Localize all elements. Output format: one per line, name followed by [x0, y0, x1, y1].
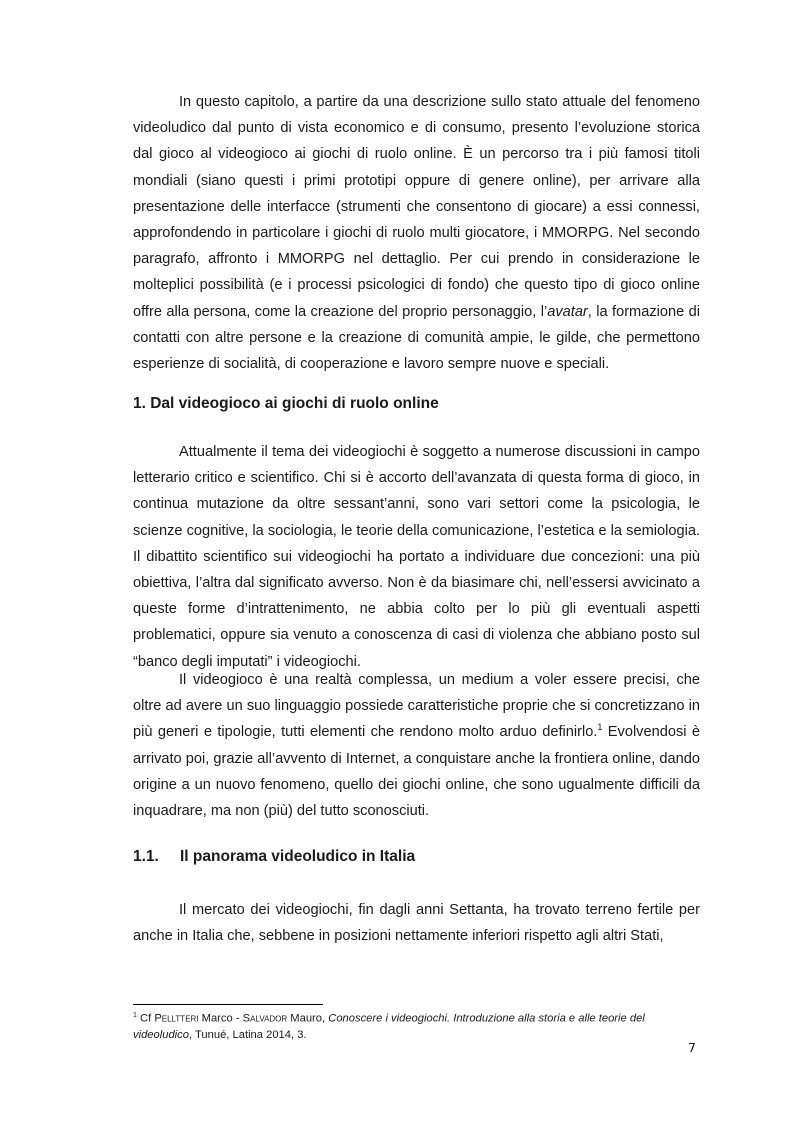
footnote-author1-first: Marco -	[198, 1012, 243, 1025]
subsection-title: Il panorama videoludico in Italia	[180, 848, 416, 865]
intro-paragraph	[133, 89, 700, 377]
footnote-author2-first: Mauro,	[287, 1012, 329, 1025]
footnote-author1: Pelltteri	[154, 1012, 199, 1025]
footnote-prefix: Cf	[140, 1012, 155, 1025]
footnote-separator	[133, 1004, 323, 1005]
intro-text-italic: avatar	[547, 303, 588, 320]
footnote-author2: Salvador	[242, 1012, 288, 1025]
paragraph-3-text-part1: Il videogioco è una realtà complessa, un medium a voler essere precisi, che oltre ad avere un suo linguaggio possiede caratteristiche proprie che si concretizzano in più generi e tipologie, tutti elementi che rendono molto arduo definirlo.	[133, 672, 700, 741]
footnote-book-title: Conoscere i videogiochi. Introduzione alla storia e alle teorie del videoludico	[133, 1012, 645, 1041]
intro-text-part2: , la formazione di contatti con altre persone e la creazione di comunità ampie, le gilde, che permettono esperienze di socialità, di cooperazione e lavoro sempre nuove e speciali.	[133, 303, 700, 373]
footnote	[133, 1008, 700, 1043]
page-number: 7	[688, 1040, 696, 1055]
intro-text-part1: In questo capitolo, a partire da una descrizione sullo stato attuale del fenomeno videoludico dal punto di vista economico e di consumo, presento l’evoluzione storica dal gioco al videogioco ai giochi di ruolo online. È un percorso tra i più famosi titoli mondiali (siano questi i primi prototipi oppure di genere online), per arrivare alla presentazione delle interfacce (strumenti che consentono di giocare) a essi connessi, approfondendo in particolare i giochi di ruolo multi giocatore, i MMORPG. Nel secondo paragrafo, affronto i MMORPG nel dettaglio. Per cui prendo in considerazione le molteplici possibilità (e i processi psicologici di fondo) che questo tipo di gioco online offre alla persona, come la creazione del proprio personaggio, l’	[133, 94, 700, 320]
footnote-reference[interactable]: 1	[597, 722, 603, 733]
footnote-suffix: , Tunué, Latina 2014, 3.	[188, 1028, 307, 1041]
paragraph-mercato: Il mercato dei videogiochi, fin dagli anni Settanta, ha trovato terreno fertile per anche in Italia che, sebbene in posizioni nettamente inferiori rispetto agli altri Stati,	[133, 902, 700, 945]
paragraph-videogiochi-debate: Attualmente il tema dei videogiochi è soggetto a numerose discussioni in campo letterario critico e scientifico. Chi si è accorto dell’avanzata di questa forma di gioco, in continua mutazione da oltre sessant’anni, sono vari settori come la psicologia, le scienze cognitive, la sociologia, le teorie della comunicazione, l’estetica e la semiologia. Il dibattito scientifico sui videogiochi ha portato a individuare due concezioni: una più obiettiva, l’altra dal significato avverso. Non è da biasimare chi, nell’essersi avvicinato a queste forme d’intrattenimento, ne abbia colto per lo più gli eventuali aspetti problematici, oppure sia venuto a conoscenza di casi di violenza che abbiano posto sul “banco degli imputati” i videogiochi.	[133, 444, 700, 670]
subsection-heading	[133, 844, 415, 870]
subsection-number: 1.1.	[133, 848, 159, 865]
section-heading: 1. Dal videogioco ai giochi di ruolo online	[133, 395, 439, 412]
paragraph-videogioco-medium	[133, 667, 700, 824]
footnote-marker: 1	[133, 1012, 137, 1019]
paragraph-3-text-part2: Evolvendosi è arrivato poi, grazie all’avvento di Internet, a conquistare anche la frontiera online, dando origine a un nuovo fenomeno, quello dei giochi online, che sono ugualmente difficili da inquadrare, ma non (più) del tutto sconosciuti.	[133, 724, 700, 820]
